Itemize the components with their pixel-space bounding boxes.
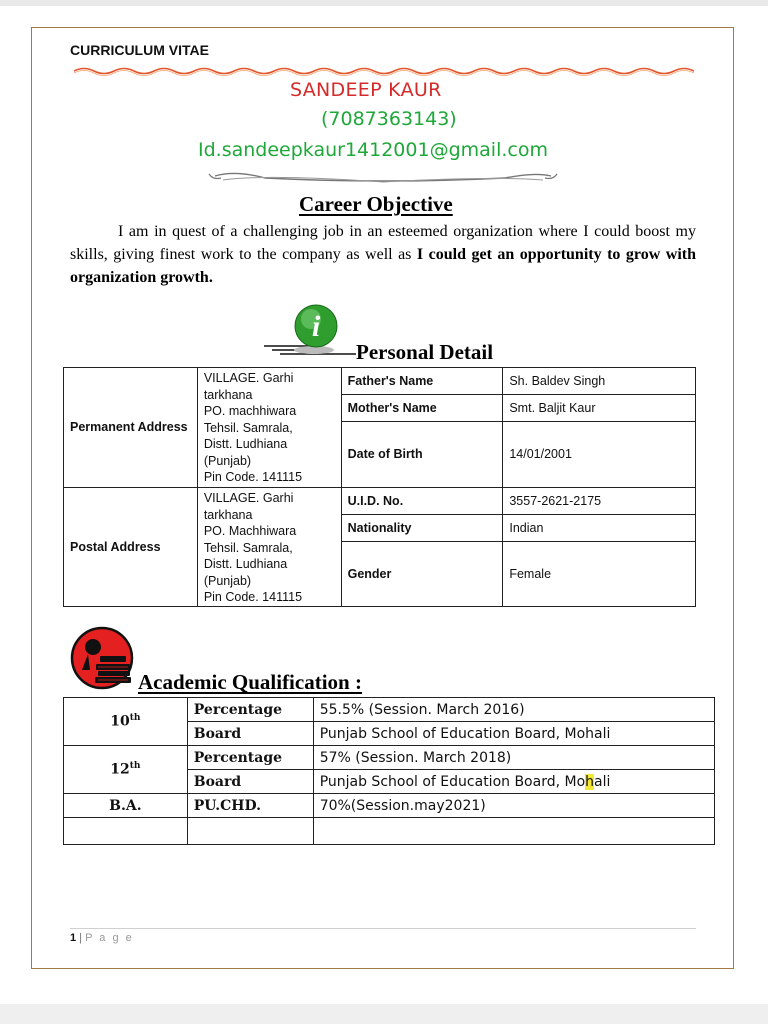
academic-table (63, 697, 715, 845)
highlighted-text: h (585, 773, 595, 790)
address-line: PO. Machhiwara (203, 524, 297, 538)
page-word: P a g e (85, 932, 134, 944)
mothers-name-value: Smt. Baljit Kaur (503, 395, 696, 422)
mothers-name-label: Mother's Name (341, 395, 503, 422)
fathers-name-label: Father's Name (341, 368, 503, 395)
objective-bold-text: I could get an opportunity to grow with organization growth. (70, 246, 697, 286)
university-key: PU.CHD. (187, 794, 313, 818)
level-suffix: th (129, 713, 141, 724)
qual-value: 70%(Session.may2021) (313, 794, 714, 818)
swash-divider (205, 168, 561, 188)
footer-divider (70, 928, 696, 929)
level-12 (64, 746, 188, 794)
postal-address-label: Postal Address (64, 488, 198, 607)
address-line: (Punjab) (203, 453, 252, 468)
value-part: Punjab School of Education Board, Mo (319, 773, 586, 790)
qual-key: Board (187, 770, 313, 794)
address-line: VILLAGE. Garhi (203, 371, 294, 385)
candidate-name: SANDEEP KAUR (290, 79, 442, 101)
qual-key: Percentage (187, 746, 313, 770)
qual-value (313, 770, 714, 794)
candidate-email[interactable]: Id.sandeepkaur1412001@gmail.com (198, 139, 548, 161)
dob-label: Date of Birth (341, 422, 503, 488)
uid-value: 3557-2621-2175 (503, 488, 696, 515)
address-line: tarkhana (203, 387, 253, 402)
footer-separator: | (76, 932, 86, 944)
qual-key: Board (187, 722, 313, 746)
qual-value: Punjab School of Education Board, Mohali (313, 722, 714, 746)
permanent-address-label: Permanent Address (64, 368, 198, 488)
objective-normal-text: I am in quest of a challenging job in an esteemed organization where I could boost my skills, giving finest work to the company as well as (70, 223, 696, 263)
value-part: ali (594, 773, 611, 790)
empty-cell (313, 818, 714, 845)
qual-value: 57% (Session. March 2018) (313, 746, 714, 770)
address-line: Tehsil. Samrala, (203, 540, 293, 555)
viewer-bottom-strip (0, 1004, 768, 1024)
empty-cell (187, 818, 313, 845)
postal-address-value (197, 488, 341, 607)
address-line: Tehsil. Samrala, (203, 420, 293, 435)
level-ba: B.A. (64, 794, 188, 818)
address-line: Distt. Ludhiana (203, 557, 288, 571)
level-text: 10 (110, 713, 130, 730)
info-icon (262, 302, 358, 360)
academic-qualification-title: Academic Qualification : (138, 670, 362, 694)
address-line: VILLAGE. Garhi (203, 491, 294, 505)
permanent-address-value (197, 368, 341, 488)
candidate-phone: (7087363143) (321, 108, 457, 130)
dob-value: 14/01/2001 (503, 422, 696, 488)
page-footer (70, 932, 134, 944)
address-line: Pin Code. 141115 (203, 470, 303, 484)
level-suffix: th (129, 761, 141, 772)
level-text: 12 (110, 761, 130, 778)
nationality-value: Indian (503, 515, 696, 542)
nationality-label: Nationality (341, 515, 503, 542)
address-line: Pin Code. 141115 (203, 590, 303, 604)
gender-value: Female (503, 542, 696, 606)
personal-detail-table (63, 367, 696, 607)
svg-text:i: i (311, 310, 321, 343)
address-line: (Punjab) (203, 573, 252, 588)
address-line: Distt. Ludhiana (203, 437, 288, 451)
level-10 (64, 698, 188, 746)
address-line: PO. machhiwara (203, 404, 297, 418)
address-line: tarkhana (203, 507, 253, 522)
uid-label: U.I.D. No. (341, 488, 503, 515)
cv-heading: CURRICULUM VITAE (70, 42, 209, 58)
empty-cell (64, 818, 188, 845)
books-icon (68, 626, 138, 692)
career-objective-text (70, 220, 696, 289)
gender-label: Gender (341, 542, 503, 606)
wavy-divider (74, 64, 694, 78)
personal-detail-title: Personal Detail (356, 340, 494, 364)
career-objective-title: Career Objective (299, 192, 453, 216)
page-number: 1 (70, 932, 77, 944)
qual-value: 55.5% (Session. March 2016) (313, 698, 714, 722)
qual-key: Percentage (187, 698, 313, 722)
fathers-name-value: Sh. Baldev Singh (503, 368, 696, 395)
